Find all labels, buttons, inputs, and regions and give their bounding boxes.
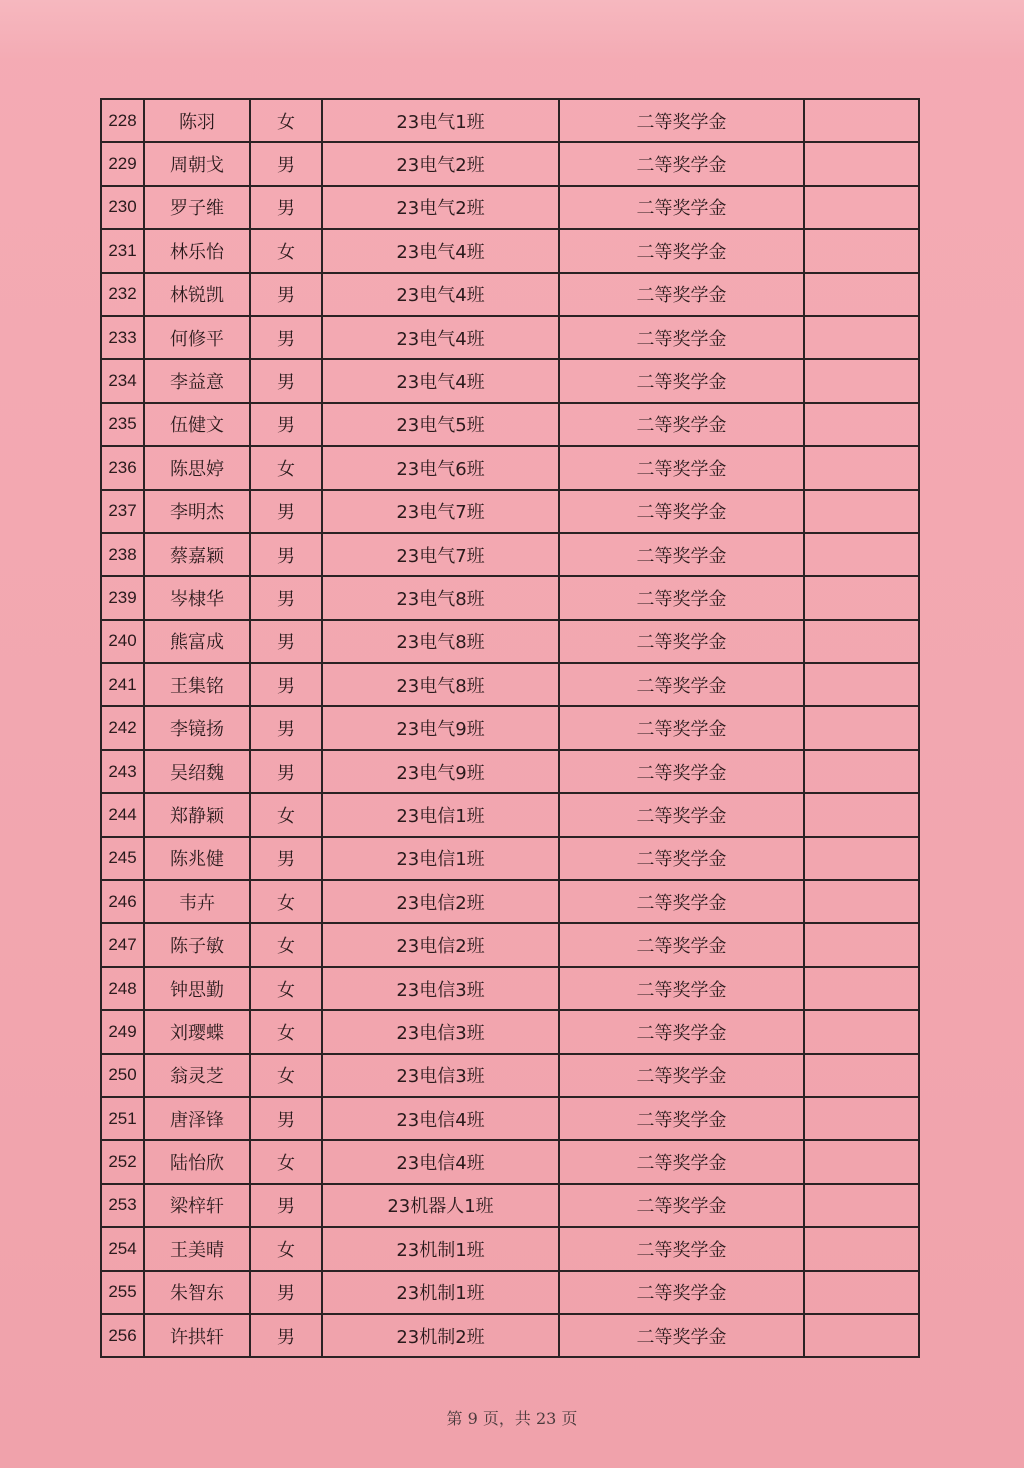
gender-cell: 男: [250, 576, 322, 619]
student-name-cell: 林锐凯: [144, 273, 250, 316]
class-cell: 23电信3班: [322, 967, 559, 1010]
gender-cell: 男: [250, 1314, 322, 1357]
class-cell: 23电气5班: [322, 403, 559, 446]
student-name-cell: 陈思婷: [144, 446, 250, 489]
award-cell: 二等奖学金: [559, 576, 804, 619]
award-cell: 二等奖学金: [559, 229, 804, 272]
remark-cell: [804, 880, 919, 923]
row-number-cell: 247: [101, 923, 144, 966]
student-name-cell: 王美晴: [144, 1227, 250, 1270]
remark-cell: [804, 99, 919, 142]
class-cell: 23电信1班: [322, 793, 559, 836]
student-name-cell: 林乐怡: [144, 229, 250, 272]
page-number: 第 9 页，共 23 页: [446, 1409, 578, 1428]
remark-cell: [804, 1227, 919, 1270]
student-name-cell: 陈子敏: [144, 923, 250, 966]
class-cell: 23电气2班: [322, 186, 559, 229]
award-cell: 二等奖学金: [559, 1054, 804, 1097]
class-cell: 23电气8班: [322, 620, 559, 663]
remark-cell: [804, 750, 919, 793]
gender-cell: 男: [250, 359, 322, 402]
table-row: [101, 1010, 919, 1053]
table-row: [101, 403, 919, 446]
gender-cell: 女: [250, 1227, 322, 1270]
class-cell: 23电气4班: [322, 359, 559, 402]
table-row: [101, 1054, 919, 1097]
row-number-cell: 254: [101, 1227, 144, 1270]
student-name-cell: 陈兆健: [144, 837, 250, 880]
student-name-cell: 韦卉: [144, 880, 250, 923]
row-number-cell: 255: [101, 1271, 144, 1314]
class-cell: 23电气7班: [322, 490, 559, 533]
row-number-cell: 232: [101, 273, 144, 316]
table-row: [101, 533, 919, 576]
remark-cell: [804, 533, 919, 576]
table-row: [101, 706, 919, 749]
remark-cell: [804, 446, 919, 489]
gender-cell: 男: [250, 273, 322, 316]
class-cell: 23电气7班: [322, 533, 559, 576]
remark-cell: [804, 923, 919, 966]
gender-cell: 男: [250, 490, 322, 533]
row-number-cell: 251: [101, 1097, 144, 1140]
student-name-cell: 王集铭: [144, 663, 250, 706]
remark-cell: [804, 1097, 919, 1140]
remark-cell: [804, 186, 919, 229]
award-cell: 二等奖学金: [559, 1314, 804, 1357]
student-name-cell: 陈羽: [144, 99, 250, 142]
table-row: [101, 620, 919, 663]
remark-cell: [804, 142, 919, 185]
award-cell: 二等奖学金: [559, 359, 804, 402]
award-cell: 二等奖学金: [559, 273, 804, 316]
gender-cell: 男: [250, 1097, 322, 1140]
student-name-cell: 许拱轩: [144, 1314, 250, 1357]
class-cell: 23电信1班: [322, 837, 559, 880]
gender-cell: 男: [250, 316, 322, 359]
gender-cell: 女: [250, 880, 322, 923]
gender-cell: 女: [250, 793, 322, 836]
table-row: [101, 186, 919, 229]
table-row: [101, 142, 919, 185]
student-name-cell: 伍健文: [144, 403, 250, 446]
row-number-cell: 242: [101, 706, 144, 749]
class-cell: 23机制1班: [322, 1271, 559, 1314]
row-number-cell: 246: [101, 880, 144, 923]
student-name-cell: 钟思勤: [144, 967, 250, 1010]
student-name-cell: 陆怡欣: [144, 1140, 250, 1183]
student-name-cell: 刘璎蝶: [144, 1010, 250, 1053]
award-cell: 二等奖学金: [559, 490, 804, 533]
award-cell: 二等奖学金: [559, 186, 804, 229]
row-number-cell: 239: [101, 576, 144, 619]
table-row: [101, 663, 919, 706]
class-cell: 23电气9班: [322, 750, 559, 793]
gender-cell: 女: [250, 1054, 322, 1097]
remark-cell: [804, 1271, 919, 1314]
remark-cell: [804, 1184, 919, 1227]
row-number-cell: 229: [101, 142, 144, 185]
gender-cell: 女: [250, 1140, 322, 1183]
remark-cell: [804, 1054, 919, 1097]
award-cell: 二等奖学金: [559, 1227, 804, 1270]
table-row: [101, 880, 919, 923]
gender-cell: 男: [250, 1184, 322, 1227]
award-cell: 二等奖学金: [559, 967, 804, 1010]
award-cell: 二等奖学金: [559, 1010, 804, 1053]
table-row: [101, 923, 919, 966]
table-row: [101, 793, 919, 836]
award-cell: 二等奖学金: [559, 880, 804, 923]
row-number-cell: 235: [101, 403, 144, 446]
table-row: [101, 273, 919, 316]
remark-cell: [804, 967, 919, 1010]
row-number-cell: 231: [101, 229, 144, 272]
gender-cell: 男: [250, 186, 322, 229]
class-cell: 23机制1班: [322, 1227, 559, 1270]
table-row: [101, 229, 919, 272]
class-cell: 23电气6班: [322, 446, 559, 489]
row-number-cell: 243: [101, 750, 144, 793]
student-name-cell: 李明杰: [144, 490, 250, 533]
award-cell: 二等奖学金: [559, 142, 804, 185]
row-number-cell: 244: [101, 793, 144, 836]
remark-cell: [804, 273, 919, 316]
remark-cell: [804, 403, 919, 446]
row-number-cell: 236: [101, 446, 144, 489]
remark-cell: [804, 706, 919, 749]
paper-top-band: [0, 0, 1024, 60]
table-row: [101, 967, 919, 1010]
student-name-cell: 周朝戈: [144, 142, 250, 185]
gender-cell: 女: [250, 923, 322, 966]
class-cell: 23电信2班: [322, 923, 559, 966]
student-name-cell: 翁灵芝: [144, 1054, 250, 1097]
student-name-cell: 何修平: [144, 316, 250, 359]
award-cell: 二等奖学金: [559, 1097, 804, 1140]
gender-cell: 男: [250, 403, 322, 446]
gender-cell: 女: [250, 967, 322, 1010]
student-name-cell: 郑静颖: [144, 793, 250, 836]
award-cell: 二等奖学金: [559, 1140, 804, 1183]
table-row: [101, 316, 919, 359]
class-cell: 23电气8班: [322, 663, 559, 706]
row-number-cell: 248: [101, 967, 144, 1010]
row-number-cell: 240: [101, 620, 144, 663]
row-number-cell: 230: [101, 186, 144, 229]
row-number-cell: 241: [101, 663, 144, 706]
row-number-cell: 252: [101, 1140, 144, 1183]
remark-cell: [804, 1140, 919, 1183]
gender-cell: 女: [250, 1010, 322, 1053]
table-row: [101, 99, 919, 142]
table-row: [101, 1184, 919, 1227]
gender-cell: 女: [250, 229, 322, 272]
remark-cell: [804, 837, 919, 880]
award-cell: 二等奖学金: [559, 316, 804, 359]
student-name-cell: 吴绍魏: [144, 750, 250, 793]
class-cell: 23电气9班: [322, 706, 559, 749]
award-cell: 二等奖学金: [559, 923, 804, 966]
student-name-cell: 熊富成: [144, 620, 250, 663]
class-cell: 23电气4班: [322, 229, 559, 272]
table-row: [101, 576, 919, 619]
student-name-cell: 罗子维: [144, 186, 250, 229]
scholarship-table: [100, 98, 920, 1358]
gender-cell: 男: [250, 142, 322, 185]
row-number-cell: 245: [101, 837, 144, 880]
row-number-cell: 228: [101, 99, 144, 142]
table-row: [101, 750, 919, 793]
remark-cell: [804, 490, 919, 533]
row-number-cell: 250: [101, 1054, 144, 1097]
table-row: [101, 837, 919, 880]
remark-cell: [804, 1314, 919, 1357]
remark-cell: [804, 663, 919, 706]
award-cell: 二等奖学金: [559, 1271, 804, 1314]
award-cell: 二等奖学金: [559, 837, 804, 880]
table-row: [101, 1314, 919, 1357]
award-cell: 二等奖学金: [559, 1184, 804, 1227]
class-cell: 23电气8班: [322, 576, 559, 619]
class-cell: 23电信3班: [322, 1010, 559, 1053]
table-row: [101, 1097, 919, 1140]
row-number-cell: 253: [101, 1184, 144, 1227]
award-cell: 二等奖学金: [559, 750, 804, 793]
class-cell: 23电信3班: [322, 1054, 559, 1097]
remark-cell: [804, 576, 919, 619]
table-body: [101, 99, 919, 1357]
gender-cell: 男: [250, 1271, 322, 1314]
remark-cell: [804, 793, 919, 836]
class-cell: 23电气1班: [322, 99, 559, 142]
class-cell: 23电信4班: [322, 1140, 559, 1183]
remark-cell: [804, 359, 919, 402]
remark-cell: [804, 316, 919, 359]
gender-cell: 男: [250, 663, 322, 706]
class-cell: 23机器人1班: [322, 1184, 559, 1227]
row-number-cell: 256: [101, 1314, 144, 1357]
table-row: [101, 1140, 919, 1183]
table-row: [101, 490, 919, 533]
gender-cell: 男: [250, 837, 322, 880]
award-cell: 二等奖学金: [559, 99, 804, 142]
student-name-cell: 李益意: [144, 359, 250, 402]
row-number-cell: 238: [101, 533, 144, 576]
student-name-cell: 梁梓轩: [144, 1184, 250, 1227]
award-cell: 二等奖学金: [559, 533, 804, 576]
student-name-cell: 李镜扬: [144, 706, 250, 749]
student-name-cell: 朱智东: [144, 1271, 250, 1314]
student-name-cell: 岑棣华: [144, 576, 250, 619]
award-cell: 二等奖学金: [559, 663, 804, 706]
award-cell: 二等奖学金: [559, 620, 804, 663]
class-cell: 23电气2班: [322, 142, 559, 185]
student-name-cell: 唐泽锋: [144, 1097, 250, 1140]
gender-cell: 男: [250, 706, 322, 749]
row-number-cell: 237: [101, 490, 144, 533]
table-row: [101, 1227, 919, 1270]
class-cell: 23电气4班: [322, 316, 559, 359]
class-cell: 23电信2班: [322, 880, 559, 923]
award-cell: 二等奖学金: [559, 793, 804, 836]
table-row: [101, 1271, 919, 1314]
row-number-cell: 234: [101, 359, 144, 402]
remark-cell: [804, 229, 919, 272]
gender-cell: 男: [250, 750, 322, 793]
gender-cell: 男: [250, 533, 322, 576]
gender-cell: 男: [250, 620, 322, 663]
row-number-cell: 249: [101, 1010, 144, 1053]
award-cell: 二等奖学金: [559, 403, 804, 446]
gender-cell: 女: [250, 99, 322, 142]
class-cell: 23电气4班: [322, 273, 559, 316]
table-row: [101, 446, 919, 489]
table-row: [101, 359, 919, 402]
class-cell: 23机制2班: [322, 1314, 559, 1357]
award-cell: 二等奖学金: [559, 706, 804, 749]
remark-cell: [804, 620, 919, 663]
award-cell: 二等奖学金: [559, 446, 804, 489]
student-name-cell: 蔡嘉颖: [144, 533, 250, 576]
gender-cell: 女: [250, 446, 322, 489]
class-cell: 23电信4班: [322, 1097, 559, 1140]
remark-cell: [804, 1010, 919, 1053]
row-number-cell: 233: [101, 316, 144, 359]
